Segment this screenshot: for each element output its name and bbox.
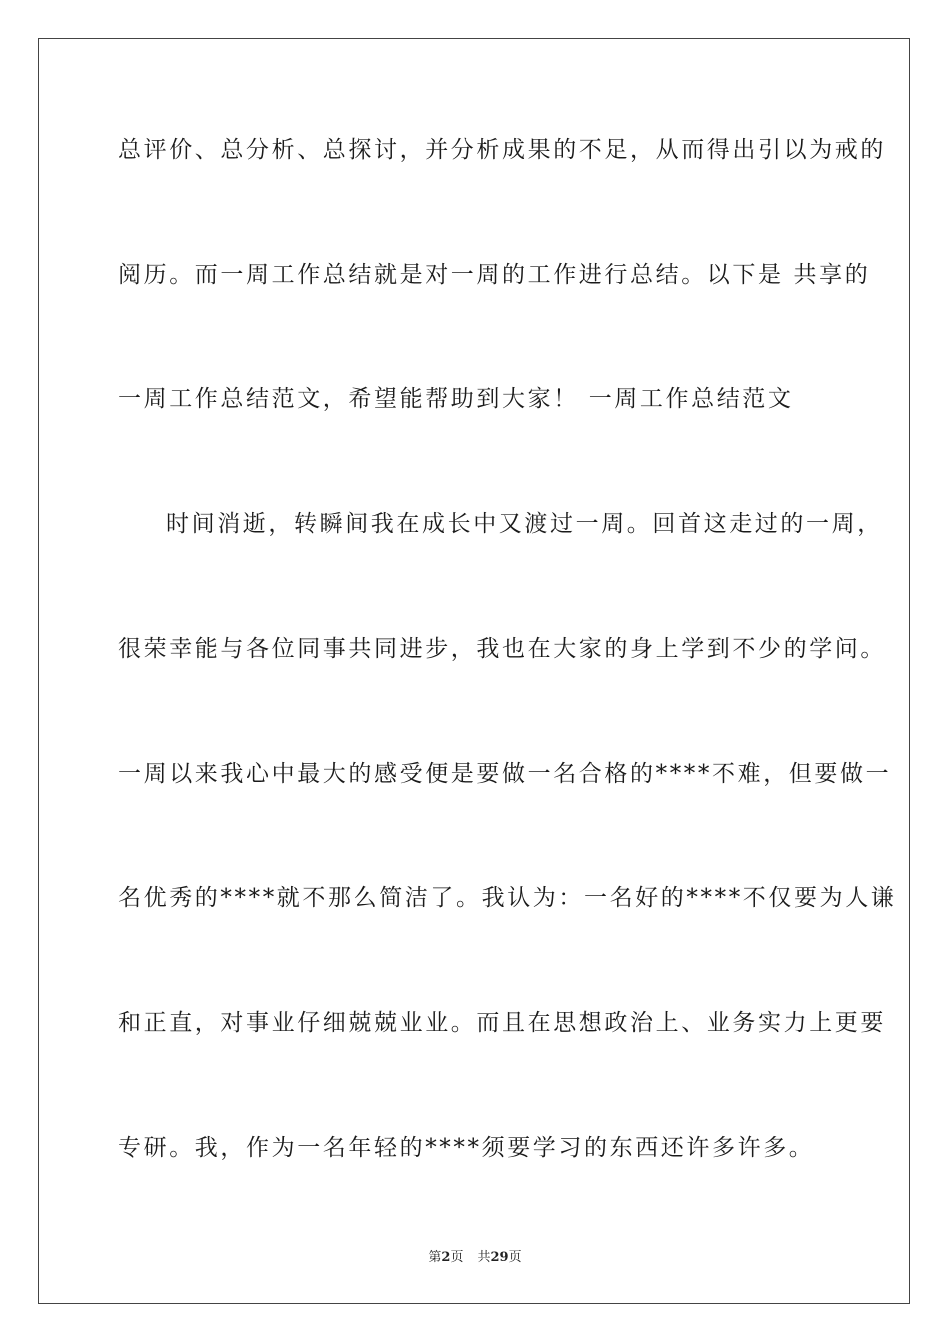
text-line-4-paragraph-start: 时间消逝，转瞬间我在成长中又渡过一周。回首这走过的一周， <box>166 511 883 537</box>
text-line-6: 一周以来我心中最大的感受便是要做一名合格的****不难，但要做一 <box>118 761 892 787</box>
page-number: 2 <box>441 1250 451 1265</box>
text-line-9: 专研。我，作为一名年轻的****须要学习的东西还许多许多。 <box>118 1135 815 1161</box>
text-line-5: 很荣幸能与各位同事共同进步，我也在大家的身上学到不少的学问。 <box>118 636 886 662</box>
text-line-2: 阅历。而一周工作总结就是对一周的工作进行总结。以下是 共享的 <box>118 262 871 288</box>
text-line-8: 和正直，对事业仔细兢兢业业。而且在思想政治上、业务实力上更要 <box>118 1010 886 1036</box>
page-suffix: 页 <box>450 1250 464 1265</box>
text-line-7: 名优秀的****就不那么简洁了。我认为：一名好的****不仅要为人谦 <box>118 885 897 911</box>
text-line-1: 总评价、总分析、总探讨，并分析成果的不足，从而得出引以为戒的 <box>118 137 886 163</box>
total-prefix: 共 <box>477 1250 491 1265</box>
page-prefix: 第 <box>428 1250 442 1265</box>
text-line-3: 一周工作总结范文，希望能帮助到大家！ 一周工作总结范文 <box>118 386 794 412</box>
total-pages: 29 <box>490 1250 509 1265</box>
page-border <box>38 38 910 1304</box>
total-suffix: 页 <box>508 1250 522 1265</box>
page-footer <box>0 1246 950 1265</box>
